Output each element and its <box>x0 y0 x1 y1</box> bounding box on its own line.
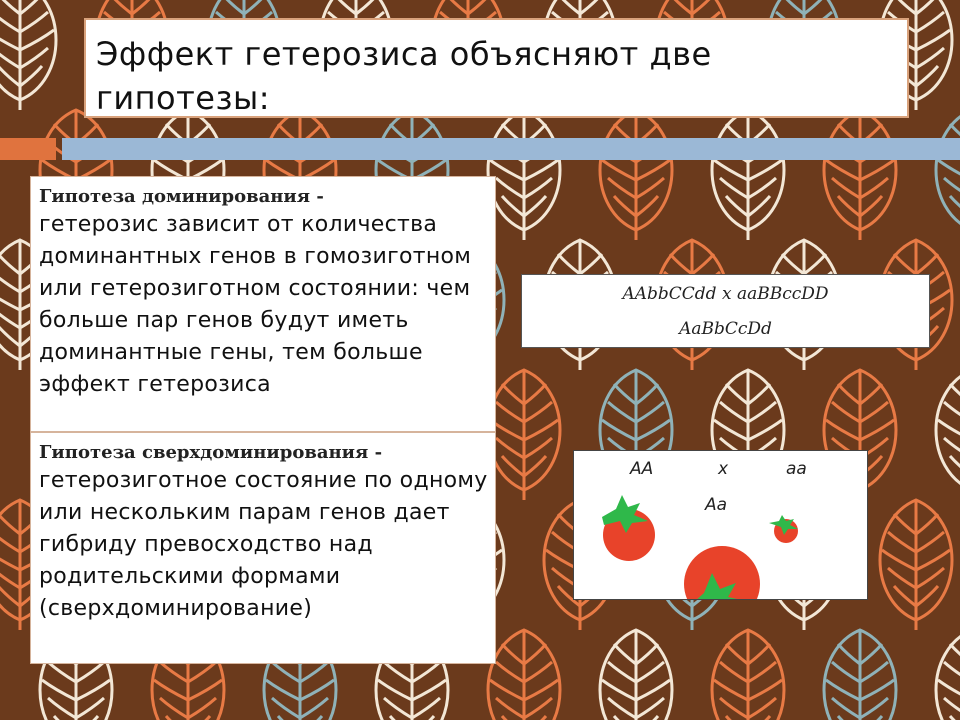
tomato-hybrid <box>684 546 760 600</box>
tomato-parent-recessive <box>769 515 798 543</box>
genotype-formula-box <box>521 274 930 348</box>
accent-bar-blue <box>62 138 960 160</box>
overdominance-hypothesis-text: гетерозиготное состояние по одному или нескольким парам генов дает гибриду превосходство над родительскими формами (сверхдоминирование) <box>39 468 488 621</box>
cross-sign-label: x <box>718 459 729 479</box>
dominance-hypothesis-box <box>30 176 496 432</box>
dominance-hypothesis-heading: Гипотеза доминирования - <box>39 186 324 207</box>
genotype-parent2-label: aa <box>786 459 807 479</box>
accent-bar-orange <box>0 138 56 160</box>
slide-title: Эффект гетерозиса объясняют две гипотезы: <box>96 35 712 117</box>
tomato-parent-dominant <box>602 495 655 561</box>
genotype-offspring-label: Aa <box>705 495 728 515</box>
overdominance-hypothesis-box <box>30 432 496 664</box>
tomato-cross-illustration <box>573 450 868 600</box>
title-box <box>84 18 909 118</box>
genotype-parent1-label: AA <box>630 459 654 479</box>
overdominance-hypothesis-heading: Гипотеза сверхдоминирования - <box>39 442 383 463</box>
formula-cross: AAbbCCdd x aaBBccDD <box>622 284 829 304</box>
formula-hybrid: AaBbCcDd <box>679 319 772 339</box>
dominance-hypothesis-text: гетерозис зависит от количества доминантных генов в гомозиготном или гетерозиготном состоянии: чем больше пар генов будут иметь доминантные гены, тем больше эффект гетерозиса <box>39 212 472 397</box>
